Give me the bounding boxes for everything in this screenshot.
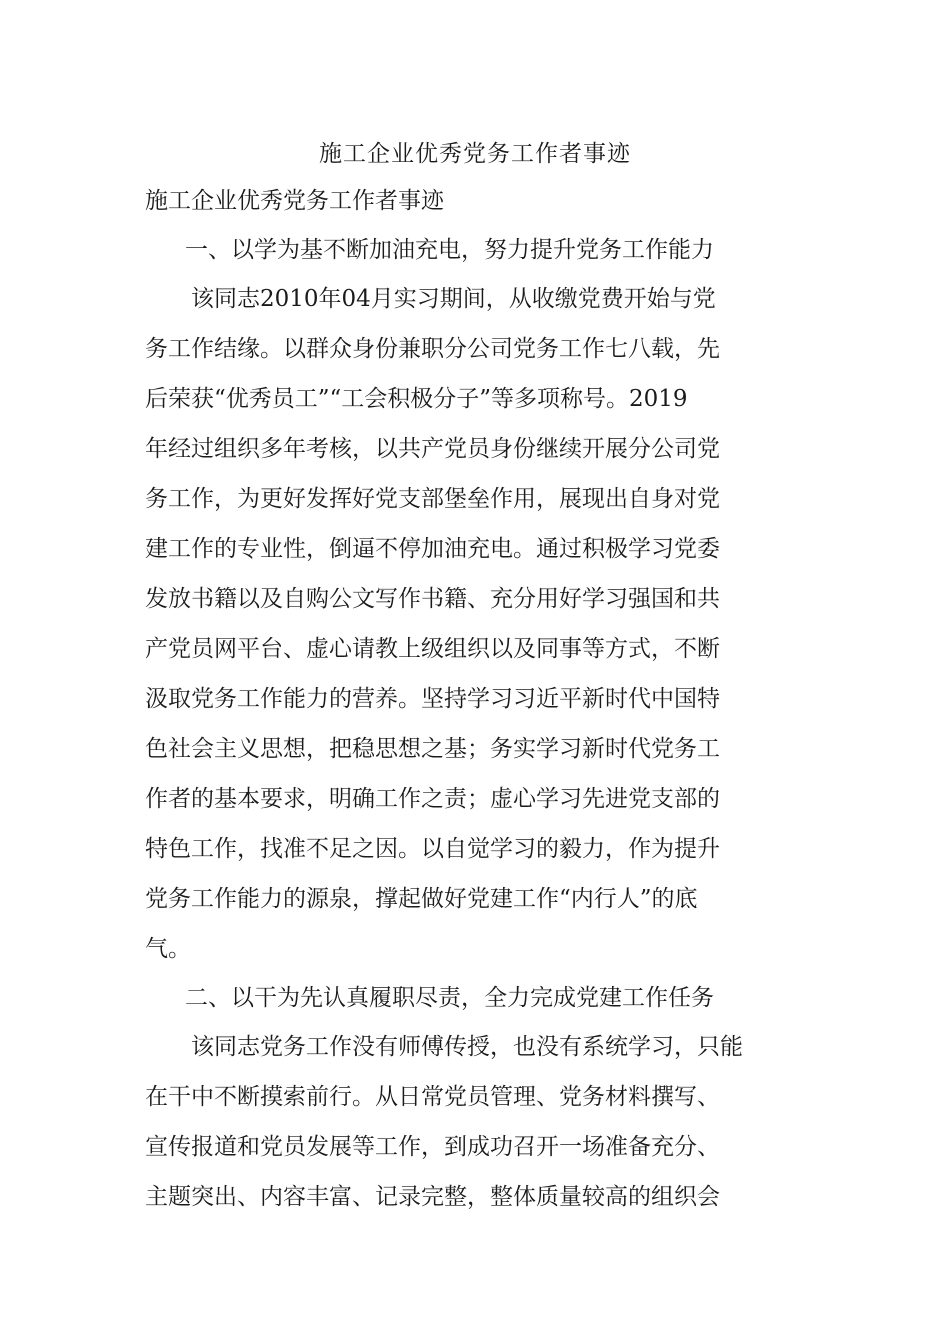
paragraph-line: 色社会主义思想，把稳思想之基；务实学习新时代党务工 [145,736,720,762]
paragraph-line: 后荣获“优秀员工”“工会积极分子”等多项称号。2019 [145,386,688,412]
paragraph-line: 在干中不断摸索前行。从日常党员管理、党务材料撰写、 [145,1084,720,1110]
paragraph-line: 主题突出、内容丰富、记录完整，整体质量较高的组织会 [145,1184,720,1210]
paragraph-line: 气。 [145,936,191,962]
paragraph-line: 党务工作能力的源泉，撑起做好党建工作“内行人”的底 [145,886,698,912]
section-1-heading: 一、以学为基不断加油充电，努力提升党务工作能力 [185,237,714,263]
section-2-heading: 二、以干为先认真履职尽责，全力完成党建工作任务 [185,985,714,1011]
paragraph-line: 务工作结缘。以群众身份兼职分公司党务工作七八载，先 [145,336,720,362]
paragraph-line: 发放书籍以及自购公文写作书籍、充分用好学习强国和共 [145,586,720,612]
paragraph-line: 汲取党务工作能力的营养。坚持学习习近平新时代中国特 [145,686,720,712]
paragraph-line: 产党员网平台、虚心请教上级组织以及同事等方式，不断 [145,636,720,662]
paragraph-line: 建工作的专业性，倒逼不停加油充电。通过积极学习党委 [145,536,720,562]
document-title: 施工企业优秀党务工作者事迹 [319,141,631,167]
paragraph-line: 务工作，为更好发挥好党支部堡垒作用，展现出自身对党 [145,486,720,512]
paragraph-line: 宣传报道和党员发展等工作，到成功召开一场准备充分、 [145,1134,720,1160]
paragraph-line: 年经过组织多年考核，以共产党员身份继续开展分公司党 [145,436,720,462]
paragraph-line: 该同志2010年04月实习期间，从收缴党费开始与党 [191,286,716,312]
section-1-paragraph [145,274,810,974]
section-2-paragraph [145,1022,810,1222]
paragraph-line: 特色工作，找准不足之因。以自觉学习的毅力，作为提升 [145,836,720,862]
paragraph-line: 作者的基本要求，明确工作之责；虚心学习先进党支部的 [145,786,720,812]
document-subtitle: 施工企业优秀党务工作者事迹 [145,188,444,214]
paragraph-line: 该同志党务工作没有师傅传授，也没有系统学习，只能 [191,1034,743,1060]
